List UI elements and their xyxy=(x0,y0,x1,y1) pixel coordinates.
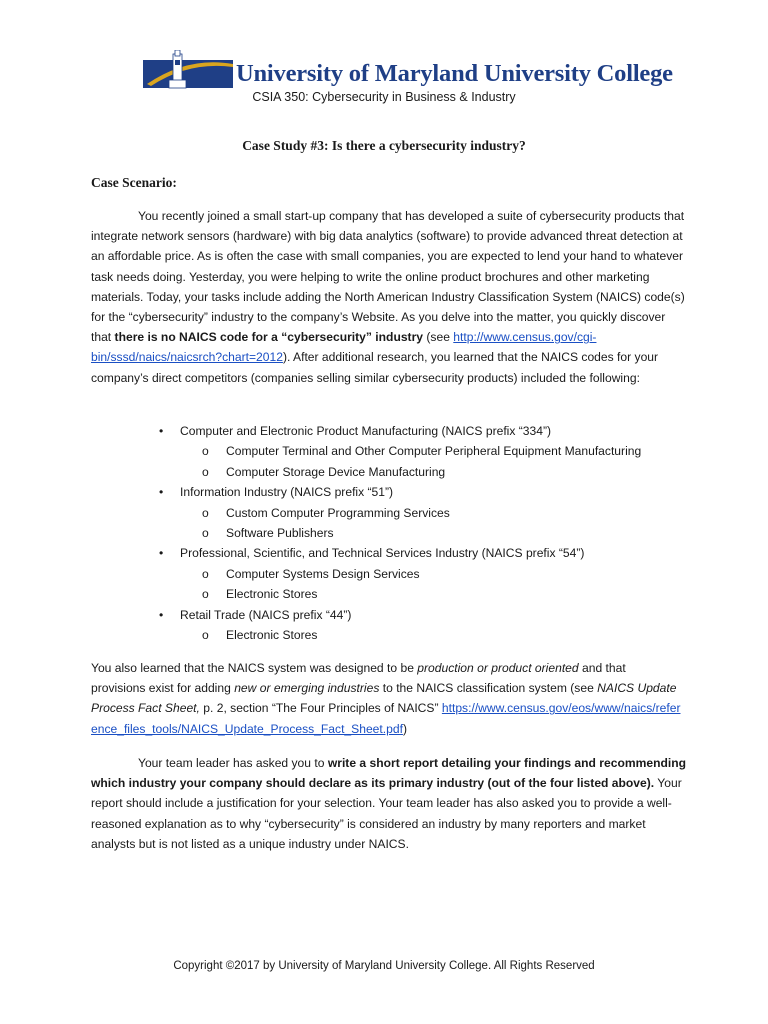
naics-list xyxy=(91,421,691,645)
sub-list-item: o Computer Systems Design Services xyxy=(202,566,420,581)
sub-list-item: o Electronic Stores xyxy=(202,587,318,602)
course-title: CSIA 350: Cybersecurity in Business & Industry xyxy=(252,90,516,104)
copyright-footer: Copyright ©2017 by University of Maryland University College. All Rights Reserved xyxy=(173,960,595,972)
assignment-emphasis: write a short report detailing your findings and recommending which industry your company should declare as its primary industry (out of the four listed above). xyxy=(91,756,686,791)
census-naics-link[interactable]: http://www.census.gov/cgi-bin/sssd/naics/naicsrch?chart=2012 xyxy=(91,330,597,365)
sub-list-item: o Electronic Stores xyxy=(202,627,318,642)
sub-list-item: o Software Publishers xyxy=(202,525,334,540)
naics-design-paragraph: You also learned that the NAICS system was designed to be production or product oriented and that provisions exist for adding new or emerging industries to the NAICS classification system (see NAICS Update Process Fact Sheet, p. 2, section “The Four Principles of NAICS” https://www.census.gov/eos/www/naics/reference_files_tools/NAICS_Update_Process_Fact_Sheet.pdf) xyxy=(91,661,681,736)
list-item: • Retail Trade (NAICS prefix “44”) xyxy=(159,607,352,622)
list-item: • Professional, Scientific, and Technical Services Industry (NAICS prefix “54”) xyxy=(159,546,585,561)
umuc-logo xyxy=(143,50,235,90)
list-item: • Computer and Electronic Product Manufacturing (NAICS prefix “334”) xyxy=(159,424,552,438)
sub-list-item: o Computer Terminal and Other Computer Peripheral Equipment Manufacturing xyxy=(202,444,642,459)
scenario-paragraph: You recently joined a small start-up company that has developed a suite of cybersecurity products that integrate network sensors (hardware) with big data analytics (software) to provide advanced threat detection at an affordable price. As is often the case with small companies, you are expected to lend your hand to whatever task needs doing. Yesterday, you were helping to write the online product brochures and other marketing materials. Today, your tasks include adding the North American Industry Classification System (NAICS) code(s) for the “cybersecurity” industry to the company’s Website. As you delve into the matter, you quickly discover that there is no NAICS code for a “cybersecurity” industry (see http://www.census.gov/cgi-bin/sssd/naics/naicsrch?chart=2012). After additional research, you learned that the NAICS codes for your company’s direct competitors (companies selling similar cybersecurity products) included the following: xyxy=(91,209,685,385)
sub-list-item: o Computer Storage Device Manufacturing xyxy=(202,464,446,479)
sub-list-item: o Custom Computer Programming Services xyxy=(202,505,450,520)
list-item: • Information Industry (NAICS prefix “51”) xyxy=(159,485,394,500)
university-name: University of Maryland University College xyxy=(236,60,673,87)
naics-fact-sheet-link[interactable]: https://www.census.gov/eos/www/naics/reference_files_tools/NAICS_Update_Process_Fact_Sheet.pdf xyxy=(91,701,681,736)
case-study-title: Case Study #3: Is there a cybersecurity industry? xyxy=(242,138,526,153)
assignment-paragraph: Your team leader has asked you to write a short report detailing your findings and recommending which industry your company should declare as its primary industry (out of the four listed above). Your report should include a justification for your selection. Your team leader has also asked you to provide a well-reasoned explanation as to why “cybersecurity” is considered an industry by many reporters and market analysts but is not listed as a unique industry under NAICS. xyxy=(91,756,686,851)
emphasis-no-code: there is no NAICS code for a “cybersecurity” industry xyxy=(114,330,424,345)
scenario-heading: Case Scenario: xyxy=(91,175,177,190)
